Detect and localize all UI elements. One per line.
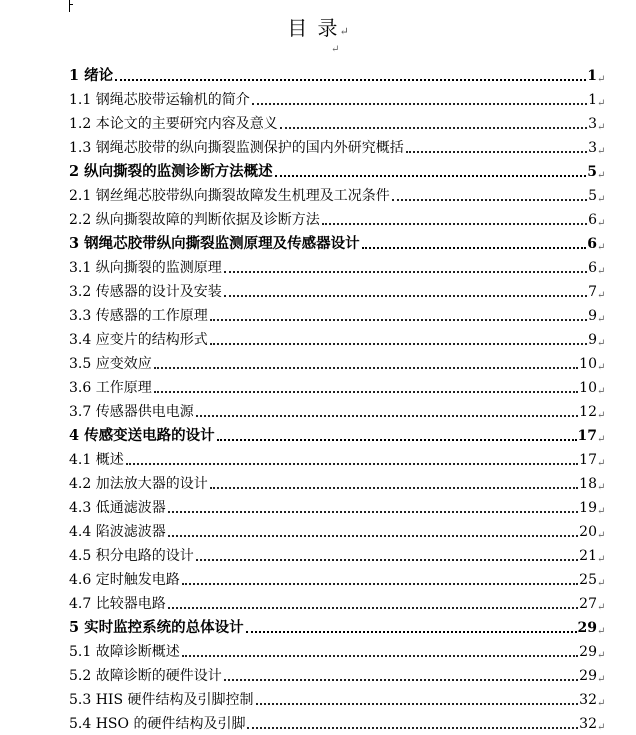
toc-dot-leader <box>224 679 578 681</box>
toc-dot-leader <box>115 79 586 81</box>
toc-entry-label: 5.2 故障诊断的硬件设计 <box>69 667 224 687</box>
toc-section-entry[interactable] <box>69 375 605 399</box>
paragraph-mark-icon: ↵ <box>597 218 605 229</box>
toc-chapter-entry[interactable] <box>69 231 605 255</box>
toc-page-number: 17 <box>579 452 597 468</box>
paragraph-mark-icon: ↵ <box>597 338 605 349</box>
toc-section-entry[interactable] <box>69 255 605 279</box>
toc-dot-leader <box>210 343 587 345</box>
toc-entry-label: 1.3 钢绳芯胶带的纵向撕裂监测保护的国内外研究概括 <box>69 139 406 159</box>
toc-section-entry[interactable] <box>69 447 605 471</box>
paragraph-mark-icon: ↵ <box>597 722 605 733</box>
toc-dot-leader <box>362 247 587 249</box>
toc-page-number: 32 <box>579 716 597 732</box>
title-text: 目 录 <box>287 16 340 40</box>
toc-dot-leader <box>322 223 587 225</box>
paragraph-mark-icon: ↵ <box>597 74 605 85</box>
toc-dot-leader <box>168 511 578 513</box>
toc-entry-label: 1.1 钢绳芯胶带运输机的简介 <box>69 91 252 111</box>
toc-section-entry[interactable] <box>69 471 605 495</box>
toc-page-number: 10 <box>579 356 597 372</box>
paragraph-mark-icon: ↵ <box>597 602 605 613</box>
toc-entry-label: 3.5 应变效应 <box>69 355 154 375</box>
toc-page-number: 3 <box>588 140 597 156</box>
toc-entry-label: 4 传感变送电路的设计 <box>69 427 217 447</box>
toc-chapter-entry[interactable] <box>69 159 605 183</box>
toc-entry-label: 5.3 HIS 硬件结构及引脚控制 <box>69 691 256 711</box>
paragraph-mark-icon: ↵ <box>597 386 605 397</box>
toc-entry-label: 4.7 比较器电路 <box>69 595 168 615</box>
toc-section-entry[interactable] <box>69 303 605 327</box>
paragraph-mark-icon: ↵ <box>597 146 605 157</box>
toc-dot-leader <box>154 367 578 369</box>
toc-entry-label: 2.2 纵向撕裂故障的判断依据及诊断方法 <box>69 211 322 231</box>
toc-chapter-entry[interactable] <box>69 423 605 447</box>
toc-dot-leader <box>224 271 587 273</box>
toc-page-number: 29 <box>577 620 597 636</box>
toc-section-entry[interactable] <box>69 207 605 231</box>
toc-entry-label: 4.1 概述 <box>69 451 126 471</box>
toc-page-number: 9 <box>588 308 597 324</box>
toc-page-number: 29 <box>579 668 597 684</box>
paragraph-mark-icon: ↵ <box>597 650 605 661</box>
toc-dot-leader <box>252 103 587 105</box>
toc-page-number: 29 <box>579 644 597 660</box>
toc-page-number: 5 <box>588 188 597 204</box>
toc-dot-leader <box>154 391 578 393</box>
toc-page-number: 18 <box>579 476 597 492</box>
toc-section-entry[interactable] <box>69 87 605 111</box>
page-title <box>0 12 636 41</box>
toc-section-entry[interactable] <box>69 351 605 375</box>
toc-dot-leader <box>196 415 578 417</box>
paragraph-mark-icon: ↵ <box>597 122 605 133</box>
toc-page-number: 3 <box>588 116 597 132</box>
paragraph-mark-icon: ↵ <box>331 44 340 55</box>
toc-dot-leader <box>246 631 577 633</box>
toc-section-entry[interactable] <box>69 111 605 135</box>
toc-section-entry[interactable] <box>69 591 605 615</box>
toc-section-entry[interactable] <box>69 663 605 687</box>
toc-dot-leader <box>126 463 578 465</box>
toc-section-entry[interactable] <box>69 639 605 663</box>
toc-page-number: 9 <box>588 332 597 348</box>
toc-entry-label: 4.2 加法放大器的设计 <box>69 475 210 495</box>
toc-page-number: 7 <box>588 284 597 300</box>
table-of-contents <box>69 63 605 735</box>
toc-chapter-entry[interactable] <box>69 63 605 87</box>
toc-dot-leader <box>210 319 587 321</box>
toc-section-entry[interactable] <box>69 183 605 207</box>
paragraph-mark-icon: ↵ <box>597 626 605 637</box>
toc-section-entry[interactable] <box>69 687 605 711</box>
toc-dot-leader <box>247 727 578 729</box>
paragraph-mark-icon: ↵ <box>597 410 605 421</box>
paragraph-mark-icon: ↵ <box>597 698 605 709</box>
toc-page-number: 6 <box>587 236 597 252</box>
toc-section-entry[interactable] <box>69 279 605 303</box>
toc-page-number: 19 <box>579 500 597 516</box>
paragraph-mark-icon: ↵ <box>597 266 605 277</box>
paragraph-mark-icon: ↵ <box>597 578 605 589</box>
toc-section-entry[interactable] <box>69 711 605 735</box>
paragraph-mark-icon: ↵ <box>597 290 605 301</box>
toc-page-number: 6 <box>588 260 597 276</box>
toc-entry-label: 3.4 应变片的结构形式 <box>69 331 210 351</box>
toc-entry-label: 4.6 定时触发电路 <box>69 571 182 591</box>
toc-entry-label: 5.4 HSO 的硬件结构及引脚 <box>69 715 247 735</box>
toc-dot-leader <box>196 559 578 561</box>
paragraph-mark-icon: ↵ <box>597 482 605 493</box>
paragraph-mark-icon: ↵ <box>597 506 605 517</box>
toc-entry-label: 5 实时监控系统的总体设计 <box>69 619 246 639</box>
toc-entry-label: 3.3 传感器的工作原理 <box>69 307 210 327</box>
toc-entry-label: 4.4 陷波滤波器 <box>69 523 168 543</box>
paragraph-mark-icon: ↵ <box>597 530 605 541</box>
toc-entry-label: 3.2 传感器的设计及安装 <box>69 283 224 303</box>
toc-page-number: 5 <box>587 164 597 180</box>
paragraph-mark-icon: ↵ <box>597 194 605 205</box>
toc-dot-leader <box>217 439 577 441</box>
toc-entry-label: 4.5 积分电路的设计 <box>69 547 196 567</box>
toc-section-entry[interactable] <box>69 327 605 351</box>
toc-page-number: 21 <box>579 548 597 564</box>
toc-page-number: 27 <box>579 596 597 612</box>
paragraph-mark-icon: ↵ <box>597 98 605 109</box>
toc-section-entry[interactable] <box>69 567 605 591</box>
toc-page-number: 6 <box>588 212 597 228</box>
paragraph-mark-icon: ↵ <box>597 554 605 565</box>
toc-entry-label: 3.1 纵向撕裂的监测原理 <box>69 259 224 279</box>
toc-section-entry[interactable] <box>69 543 605 567</box>
paragraph-mark-icon: ↵ <box>597 434 605 445</box>
toc-dot-leader <box>280 127 587 129</box>
toc-entry-label: 4.3 低通滤波器 <box>69 499 168 519</box>
toc-dot-leader <box>168 535 578 537</box>
toc-page-number: 17 <box>577 428 597 444</box>
toc-dot-leader <box>182 583 578 585</box>
paragraph-mark-icon: ↵ <box>597 314 605 325</box>
toc-entry-label: 1 绪论 <box>69 67 115 87</box>
paragraph-mark-icon: ↵ <box>339 25 349 38</box>
paragraph-mark-icon: ↵ <box>597 170 605 181</box>
toc-dot-leader <box>224 295 587 297</box>
toc-page-number: 20 <box>579 524 597 540</box>
toc-dot-leader <box>168 607 578 609</box>
toc-section-entry[interactable] <box>69 495 605 519</box>
paragraph-mark-icon: ↵ <box>597 674 605 685</box>
toc-dot-leader <box>275 175 587 177</box>
toc-section-entry[interactable] <box>69 399 605 423</box>
toc-chapter-entry[interactable] <box>69 615 605 639</box>
paragraph-mark-icon: ↵ <box>597 458 605 469</box>
toc-entry-label: 2.1 钢丝绳芯胶带纵向撕裂故障发生机理及工况条件 <box>69 187 392 207</box>
paragraph-mark-icon: ↵ <box>597 362 605 373</box>
toc-entry-label: 5.1 故障诊断概述 <box>69 643 182 663</box>
toc-page-number: 1 <box>588 92 597 108</box>
toc-entry-label: 2 纵向撕裂的监测诊断方法概述 <box>69 163 275 183</box>
toc-dot-leader <box>210 487 578 489</box>
toc-page-number: 1 <box>587 68 597 84</box>
toc-page-number: 12 <box>579 404 597 420</box>
toc-dot-leader <box>406 151 587 153</box>
toc-dot-leader <box>182 655 578 657</box>
toc-entry-label: 3.7 传感器供电电源 <box>69 403 196 423</box>
toc-entry-label: 1.2 本论文的主要研究内容及意义 <box>69 115 280 135</box>
toc-page-number: 10 <box>579 380 597 396</box>
toc-entry-label: 3 钢绳芯胶带纵向撕裂监测原理及传感器设计 <box>69 235 362 255</box>
paragraph-mark-icon: ↵ <box>597 242 605 253</box>
toc-page-number: 25 <box>579 572 597 588</box>
toc-dot-leader <box>392 199 587 201</box>
toc-section-entry[interactable] <box>69 519 605 543</box>
toc-section-entry[interactable] <box>69 135 605 159</box>
toc-entry-label: 3.6 工作原理 <box>69 379 154 399</box>
text-cursor <box>69 0 70 12</box>
toc-dot-leader <box>256 703 579 705</box>
toc-page-number: 32 <box>579 692 597 708</box>
